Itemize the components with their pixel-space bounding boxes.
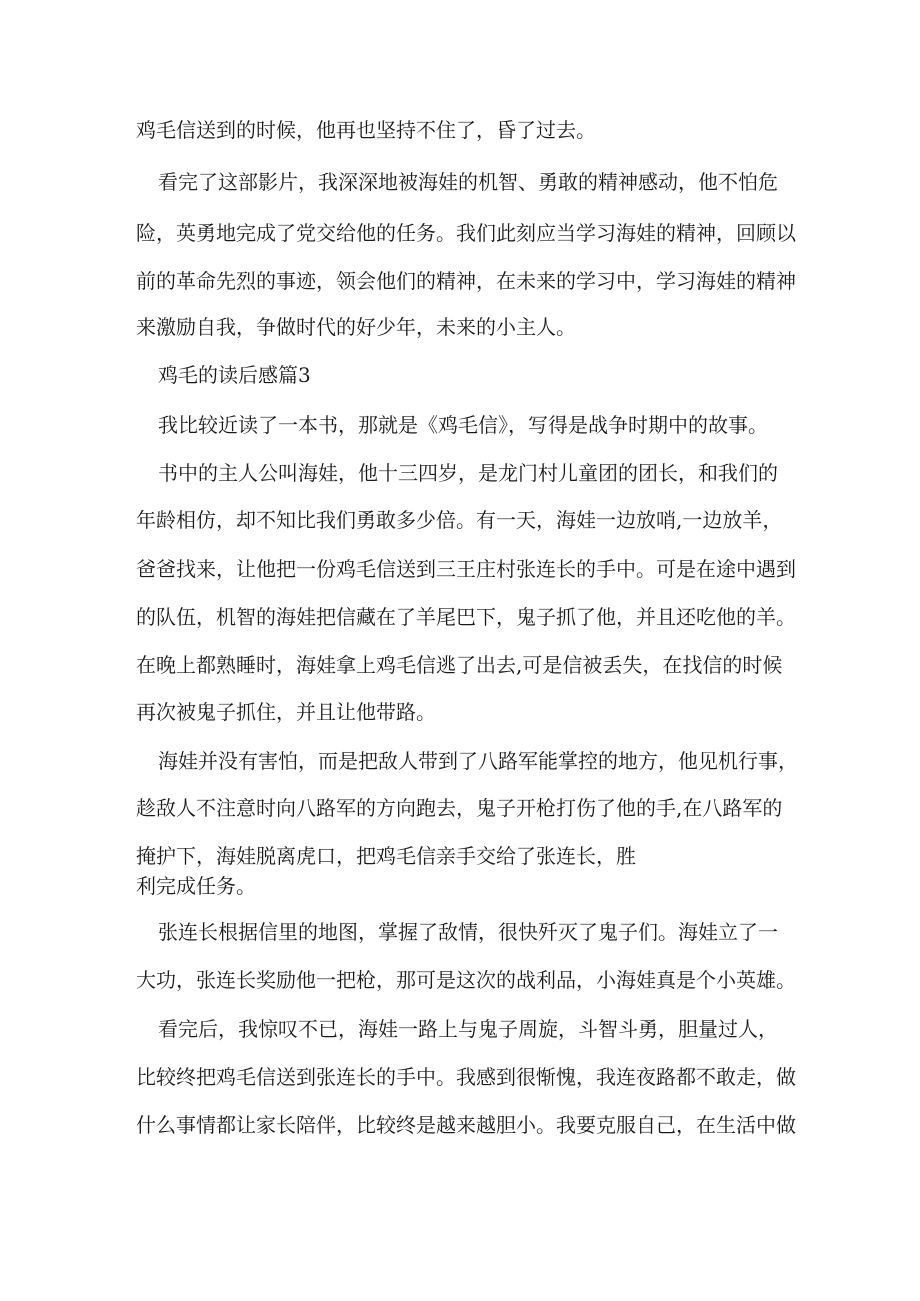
text-line: 趁敌人不注意时向八路军的方向跑去，鬼子开枪打伤了他的手,在八路军的 — [136, 796, 783, 820]
text-line: 前的革命先烈的事迹，领会他们的精神，在未来的学习中，学习海娃的精神 — [136, 269, 796, 293]
text-line: 再次被鬼子抓住，并且让他带路。 — [136, 700, 436, 724]
text-line: 来激励自我，争做时代的好少年，未来的小主人。 — [136, 315, 576, 339]
text-line: 的队伍，机智的海娃把信藏在了羊尾巴下，鬼子抓了他，并且还吃他的羊。 — [136, 605, 796, 629]
text-line: 鸡毛信送到的时候，他再也坚持不住了，昏了过去。 — [136, 118, 596, 142]
paragraph-start-line: 海娃并没有害怕，而是把敌人带到了八路军能掌控的地方，他见机行事， — [158, 749, 798, 773]
text-line: 什么事情都让家长陪伴，比较终是越来越胆小。我要克服自己，在生活中做 — [136, 1113, 796, 1137]
paragraph-start-line: 我比较近读了一本书，那就是《鸡毛信》，写得是战争时期中的故事。 — [158, 413, 768, 437]
paragraph-start-line: 看完了这部影片，我深深地被海娃的机智、勇敢的精神感动，他不怕危 — [158, 170, 778, 194]
text-line: 年龄相仿，却不知比我们勇敢多少倍。有一天，海娃一边放哨,一边放羊， — [136, 508, 783, 532]
paragraph-start-line: 书中的主人公叫海娃，他十三四岁，是龙门村儿童团的团长，和我们的 — [158, 461, 778, 485]
text-line: 险，英勇地完成了党交给他的任务。我们此刻应当学习海娃的精神，回顾以 — [136, 221, 796, 245]
paragraph-start-line: 张连长根据信里的地图，掌握了敌情，很快歼灭了鬼子们。海娃立了一 — [158, 920, 778, 944]
text-line: 在晚上都熟睡时，海娃拿上鸡毛信逃了出去,可是信被丢失，在找信的时候 — [136, 653, 783, 677]
text-line: 利完成任务。 — [136, 874, 256, 898]
section-heading: 鸡毛的读后感篇3 — [158, 363, 311, 387]
paragraph-start-line: 看完后，我惊叹不已，海娃一路上与鬼子周旋，斗智斗勇，胆量过人， — [158, 1017, 778, 1041]
text-line: 比较终把鸡毛信送到张连长的手中。我感到很惭愧，我连夜路都不敢走，做 — [136, 1065, 796, 1089]
text-line: 掩护下，海娃脱离虎口，把鸡毛信亲手交给了张连长，胜 — [136, 844, 636, 868]
text-line: 大功，张连长奖励他一把枪，那可是这次的战利品，小海娃真是个小英雄。 — [136, 968, 796, 992]
text-line: 爸爸找来，让他把一份鸡毛信送到三王庄村张连长的手中。可是在途中遇到 — [136, 557, 796, 581]
